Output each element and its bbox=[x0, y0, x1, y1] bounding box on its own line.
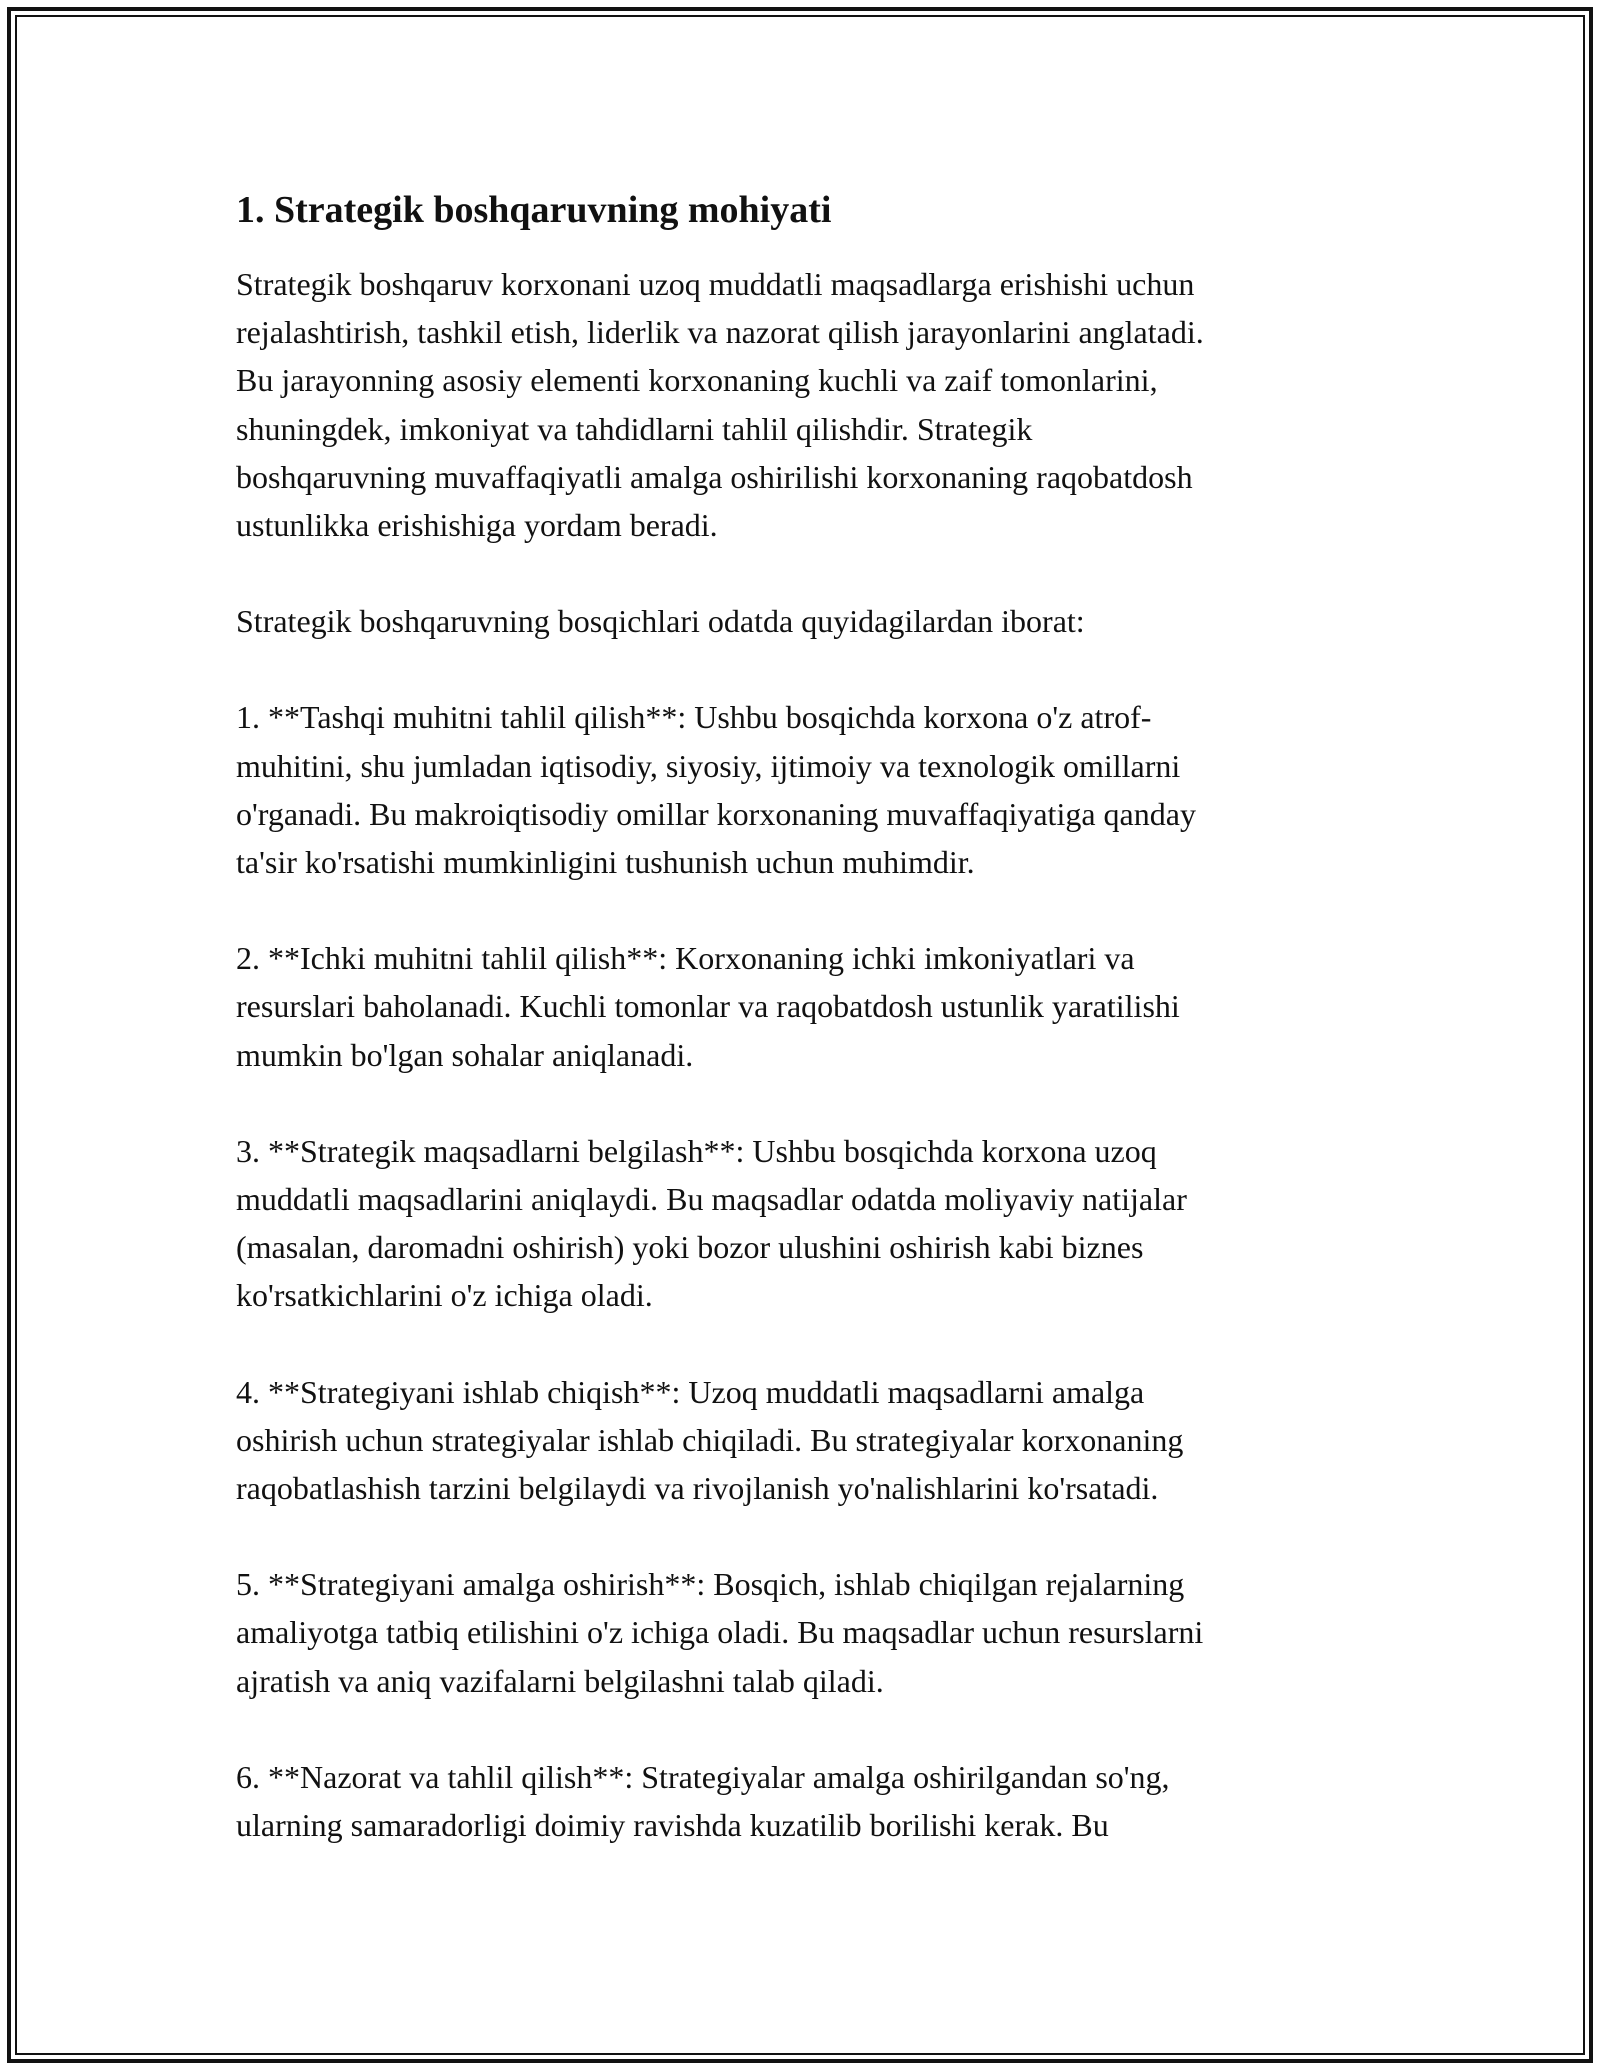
text-line: oshirish uchun strategiyalar ishlab chiqiladi. Bu strategiyalar korxonaning bbox=[236, 1421, 1184, 1458]
list-item-stage-6 bbox=[236, 1753, 1356, 1849]
text-line: rejalashtirish, tashkil etish, liderlik va nazorat qilish jarayonlarini anglatadi. bbox=[236, 314, 1204, 351]
text-line: 5. **Strategiyani amalga oshirish**: Bosqich, ishlab chiqilgan rejalarning bbox=[236, 1566, 1185, 1603]
text-line: boshqaruvning muvaffaqiyatli amalga oshirilishi korxonaning raqobatdosh bbox=[236, 458, 1193, 495]
text-line: Strategik boshqaruvning bosqichlari odatda quyidagilardan iborat: bbox=[236, 603, 1085, 640]
text-line: mumkin bo'lgan sohalar aniqlanadi. bbox=[236, 1036, 694, 1073]
list-item-stage-4 bbox=[236, 1368, 1356, 1513]
text-line: 3. **Strategik maqsadlarni belgilash**: Ushbu bosqichda korxona uzoq bbox=[236, 1132, 1157, 1169]
list-item-stage-2 bbox=[236, 934, 1356, 1079]
text-line: shuningdek, imkoniyat va tahdidlarni tahlil qilishdir. Strategik bbox=[236, 410, 1033, 447]
document-body bbox=[236, 186, 1356, 1897]
text-line: Strategik boshqaruv korxonani uzoq muddatli maqsadlarga erishishi uchun bbox=[236, 266, 1195, 302]
text-line: 6. **Nazorat va tahlil qilish**: Strategiyalar amalga oshirilgandan so'ng, bbox=[236, 1758, 1170, 1795]
text-line: 2. **Ichki muhitni tahlil qilish**: Korxonaning ichki imkoniyatlari va bbox=[236, 940, 1135, 977]
text-line: ta'sir ko'rsatishi mumkinligini tushunish uchun muhimdir. bbox=[236, 844, 975, 881]
text-line: resurslari baholanadi. Kuchli tomonlar va raqobatdosh ustunlik yaratilishi bbox=[236, 988, 1180, 1025]
text-line: ajratish va aniq vazifalarni belgilashni talab qiladi. bbox=[236, 1662, 884, 1699]
text-line: (masalan, daromadni oshirish) yoki bozor ulushini oshirish kabi biznes bbox=[236, 1229, 1144, 1266]
text-line: ko'rsatkichlarini o'z ichiga oladi. bbox=[236, 1277, 653, 1314]
list-item-stage-5 bbox=[236, 1560, 1356, 1705]
section-heading: 1. Strategik boshqaruvning mohiyati bbox=[236, 189, 832, 231]
text-line: raqobatlashish tarzini belgilaydi va rivojlanish yo'nalishlarini ko'rsatadi. bbox=[236, 1470, 1159, 1507]
text-line: 1. **Tashqi muhitni tahlil qilish**: Ushbu bosqichda korxona o'z atrof- bbox=[236, 699, 1152, 736]
paragraph-intro bbox=[236, 260, 1356, 549]
text-line: ularning samaradorligi doimiy ravishda kuzatilib borilishi kerak. Bu bbox=[236, 1807, 1109, 1844]
list-item-stage-1 bbox=[236, 693, 1356, 886]
text-line: Bu jarayonning asosiy elementi korxonaning kuchli va zaif tomonlarini, bbox=[236, 362, 1158, 399]
text-line: muddatli maqsadlarini aniqlaydi. Bu maqsadlar odatda moliyaviy natijalar bbox=[236, 1181, 1187, 1218]
text-line: o'rganadi. Bu makroiqtisodiy omillar korxonaning muvaffaqiyatiga qanday bbox=[236, 795, 1196, 832]
paragraph-stages-intro bbox=[236, 597, 1356, 645]
text-line: ustunlikka erishishiga yordam beradi. bbox=[236, 507, 718, 544]
text-line: amaliyotga tatbiq etilishini o'z ichiga oladi. Bu maqsadlar uchun resurslarni bbox=[236, 1614, 1204, 1651]
text-line: 4. **Strategiyani ishlab chiqish**: Uzoq muddatli maqsadlarni amalga bbox=[236, 1373, 1145, 1410]
list-item-stage-3 bbox=[236, 1127, 1356, 1320]
text-line: muhitini, shu jumladan iqtisodiy, siyosiy, ijtimoiy va texnologik omillarni bbox=[236, 747, 1181, 784]
